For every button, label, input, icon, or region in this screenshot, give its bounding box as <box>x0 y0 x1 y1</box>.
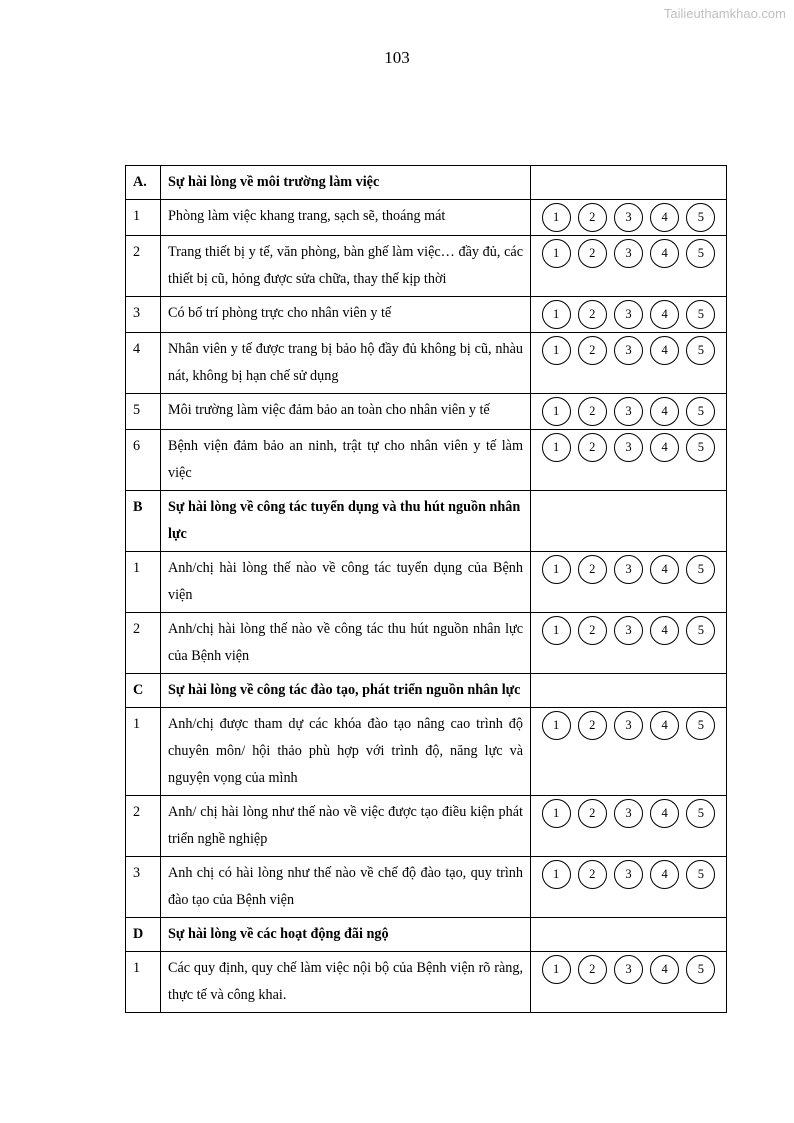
rating-option-4[interactable]: 4 <box>650 616 679 645</box>
rating-scale <box>531 796 727 857</box>
question-text: Anh/ chị hài lòng như thế nào về việc được tạo điều kiện phát triển nghề nghiệp <box>161 796 531 857</box>
section-scale-empty <box>531 918 727 952</box>
rating-option-4[interactable]: 4 <box>650 799 679 828</box>
rating-option-1[interactable]: 1 <box>542 300 571 329</box>
rating-option-4[interactable]: 4 <box>650 955 679 984</box>
rating-scale <box>531 200 727 236</box>
question-number: 6 <box>126 430 161 491</box>
rating-option-1[interactable]: 1 <box>542 799 571 828</box>
question-number: 1 <box>126 552 161 613</box>
rating-option-4[interactable]: 4 <box>650 711 679 740</box>
rating-option-1[interactable]: 1 <box>542 433 571 462</box>
rating-option-2[interactable]: 2 <box>578 397 607 426</box>
rating-option-5[interactable]: 5 <box>686 955 715 984</box>
rating-option-5[interactable]: 5 <box>686 555 715 584</box>
section-scale-empty <box>531 166 727 200</box>
rating-option-1[interactable]: 1 <box>542 239 571 268</box>
rating-option-5[interactable]: 5 <box>686 433 715 462</box>
rating-option-5[interactable]: 5 <box>686 616 715 645</box>
rating-option-5[interactable]: 5 <box>686 336 715 365</box>
rating-option-3[interactable]: 3 <box>614 799 643 828</box>
rating-scale <box>531 708 727 796</box>
rating-scale <box>531 552 727 613</box>
rating-option-4[interactable]: 4 <box>650 203 679 232</box>
question-text: Anh/chị hài lòng thế nào về công tác thu hút nguồn nhân lực của Bệnh viện <box>161 613 531 674</box>
rating-option-3[interactable]: 3 <box>614 203 643 232</box>
question-text: Anh/chị được tham dự các khóa đào tạo nâng cao trình độ chuyên môn/ hội thảo phù hợp với trình độ, năng lực và nguyện vọng của mình <box>161 708 531 796</box>
rating-scale <box>531 394 727 430</box>
section-code: C <box>126 674 161 708</box>
rating-option-4[interactable]: 4 <box>650 433 679 462</box>
rating-option-2[interactable]: 2 <box>578 955 607 984</box>
rating-scale <box>531 952 727 1013</box>
rating-option-1[interactable]: 1 <box>542 711 571 740</box>
question-text: Các quy định, quy chế làm việc nội bộ của Bệnh viện rõ ràng, thực tế và công khai. <box>161 952 531 1013</box>
question-number: 3 <box>126 857 161 918</box>
question-number: 5 <box>126 394 161 430</box>
rating-option-5[interactable]: 5 <box>686 711 715 740</box>
rating-option-3[interactable]: 3 <box>614 860 643 889</box>
section-header-row <box>126 918 727 952</box>
section-header-row <box>126 674 727 708</box>
section-title: Sự hài lòng về các hoạt động đãi ngộ <box>161 918 531 952</box>
question-text: Phòng làm việc khang trang, sạch sẽ, thoáng mát <box>161 200 531 236</box>
section-code: D <box>126 918 161 952</box>
question-row <box>126 297 727 333</box>
rating-option-5[interactable]: 5 <box>686 397 715 426</box>
question-number: 1 <box>126 200 161 236</box>
rating-option-2[interactable]: 2 <box>578 616 607 645</box>
rating-option-2[interactable]: 2 <box>578 203 607 232</box>
question-text: Anh chị có hài lòng như thế nào về chế độ đào tạo, quy trình đào tạo của Bệnh viện <box>161 857 531 918</box>
question-number: 2 <box>126 236 161 297</box>
rating-option-3[interactable]: 3 <box>614 955 643 984</box>
rating-scale <box>531 236 727 297</box>
watermark: Tailieuthamkhao.com <box>663 6 786 21</box>
rating-option-3[interactable]: 3 <box>614 336 643 365</box>
question-text: Bệnh viện đảm bảo an ninh, trật tự cho nhân viên y tế làm việc <box>161 430 531 491</box>
rating-option-4[interactable]: 4 <box>650 336 679 365</box>
rating-option-2[interactable]: 2 <box>578 433 607 462</box>
question-number: 1 <box>126 952 161 1013</box>
rating-option-5[interactable]: 5 <box>686 799 715 828</box>
rating-option-2[interactable]: 2 <box>578 799 607 828</box>
question-row <box>126 333 727 394</box>
rating-option-1[interactable]: 1 <box>542 860 571 889</box>
question-text: Nhân viên y tế được trang bị bảo hộ đầy đủ không bị cũ, nhàu nát, không bị hạn chế sử dụng <box>161 333 531 394</box>
rating-option-3[interactable]: 3 <box>614 616 643 645</box>
rating-option-4[interactable]: 4 <box>650 555 679 584</box>
section-header-row <box>126 166 727 200</box>
rating-scale <box>531 297 727 333</box>
rating-option-2[interactable]: 2 <box>578 239 607 268</box>
question-text: Có bố trí phòng trực cho nhân viên y tế <box>161 297 531 333</box>
section-title: Sự hài lòng về công tác tuyển dụng và thu hút nguồn nhân lực <box>161 491 531 552</box>
question-number: 3 <box>126 297 161 333</box>
rating-option-1[interactable]: 1 <box>542 616 571 645</box>
rating-option-1[interactable]: 1 <box>542 955 571 984</box>
question-row <box>126 200 727 236</box>
question-number: 2 <box>126 796 161 857</box>
question-number: 1 <box>126 708 161 796</box>
rating-scale <box>531 857 727 918</box>
question-row <box>126 857 727 918</box>
question-text: Anh/chị hài lòng thế nào về công tác tuyển dụng của Bệnh viện <box>161 552 531 613</box>
rating-scale <box>531 333 727 394</box>
question-row <box>126 708 727 796</box>
rating-option-1[interactable]: 1 <box>542 555 571 584</box>
question-row <box>126 952 727 1013</box>
question-row <box>126 552 727 613</box>
section-code: B <box>126 491 161 552</box>
page-number: 103 <box>384 48 410 67</box>
rating-option-3[interactable]: 3 <box>614 433 643 462</box>
rating-option-1[interactable]: 1 <box>542 203 571 232</box>
question-number: 2 <box>126 613 161 674</box>
rating-option-2[interactable]: 2 <box>578 860 607 889</box>
rating-option-4[interactable]: 4 <box>650 300 679 329</box>
section-code: A. <box>126 166 161 200</box>
rating-option-5[interactable]: 5 <box>686 300 715 329</box>
question-row <box>126 236 727 297</box>
section-scale-empty <box>531 674 727 708</box>
rating-option-4[interactable]: 4 <box>650 239 679 268</box>
question-text: Trang thiết bị y tế, văn phòng, bàn ghế làm việc… đầy đủ, các thiết bị cũ, hỏng được sửa chữa, thay thế kịp thời <box>161 236 531 297</box>
rating-option-3[interactable]: 3 <box>614 711 643 740</box>
rating-option-2[interactable]: 2 <box>578 711 607 740</box>
rating-option-3[interactable]: 3 <box>614 397 643 426</box>
rating-option-3[interactable]: 3 <box>614 300 643 329</box>
section-title: Sự hài lòng về môi trường làm việc <box>161 166 531 200</box>
rating-option-5[interactable]: 5 <box>686 239 715 268</box>
rating-option-1[interactable]: 1 <box>542 397 571 426</box>
section-title: Sự hài lòng về công tác đào tạo, phát triển nguồn nhân lực <box>161 674 531 708</box>
survey-table <box>125 165 727 1013</box>
rating-option-1[interactable]: 1 <box>542 336 571 365</box>
rating-option-5[interactable]: 5 <box>686 860 715 889</box>
rating-option-3[interactable]: 3 <box>614 239 643 268</box>
rating-option-3[interactable]: 3 <box>614 555 643 584</box>
question-row <box>126 796 727 857</box>
rating-option-2[interactable]: 2 <box>578 300 607 329</box>
question-row <box>126 394 727 430</box>
question-text: Môi trường làm việc đảm bảo an toàn cho nhân viên y tế <box>161 394 531 430</box>
rating-option-4[interactable]: 4 <box>650 860 679 889</box>
rating-option-2[interactable]: 2 <box>578 336 607 365</box>
rating-scale <box>531 613 727 674</box>
section-header-row <box>126 491 727 552</box>
section-scale-empty <box>531 491 727 552</box>
rating-option-2[interactable]: 2 <box>578 555 607 584</box>
question-row <box>126 430 727 491</box>
question-number: 4 <box>126 333 161 394</box>
question-row <box>126 613 727 674</box>
rating-option-5[interactable]: 5 <box>686 203 715 232</box>
rating-scale <box>531 430 727 491</box>
rating-option-4[interactable]: 4 <box>650 397 679 426</box>
